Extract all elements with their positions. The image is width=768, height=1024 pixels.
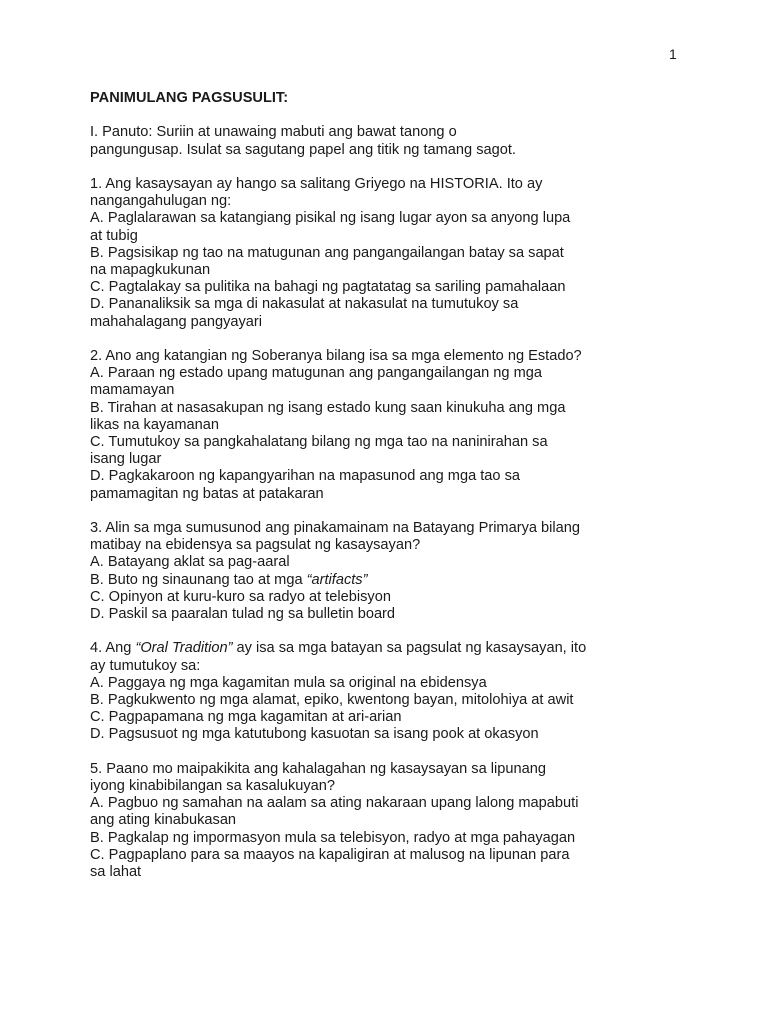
question-2 xyxy=(90,348,630,503)
question-stem: 3. Alin sa mga sumusunod ang pinakamainam na Batayang Primarya bilang xyxy=(90,520,580,537)
choice-c: C. Pagpaplano para sa maayos na kapaligiran at malusog na lipunan para xyxy=(90,846,570,863)
question-stem: nangangahulugan ng: xyxy=(90,193,232,210)
choice-a: ang ating kinabukasan xyxy=(90,812,237,829)
instructions-line: I. Panuto: Suriin at unawaing mabuti ang bawat tanong o xyxy=(90,124,457,141)
italic-term: “artifacts” xyxy=(306,571,368,588)
choice-c: C. Pagtalakay sa pulitika na bahagi ng pagtatatag sa sariling pamahalaan xyxy=(90,279,566,296)
choice-b: B. Buto ng sinaunang tao at mga “artifacts” xyxy=(90,571,368,588)
choice-c: C. Pagpapamana ng mga kagamitan at ari-arian xyxy=(90,709,402,726)
choice-b: B. Pagkalap ng impormasyon mula sa telebisyon, radyo at mga pahayagan xyxy=(90,829,576,846)
document-title: PANIMULANG PAGSUSULIT: xyxy=(90,90,289,106)
choice-a: at tubig xyxy=(90,227,138,244)
choice-a: A. Paggaya ng mga kagamitan mula sa original na ebidensya xyxy=(90,674,487,691)
question-5 xyxy=(90,761,630,881)
question-stem: 2. Ano ang katangian ng Soberanya bilang isa sa mga elemento ng Estado? xyxy=(90,348,582,364)
question-1 xyxy=(90,176,630,331)
choice-c: C. Opinyon at kuru-kuro sa radyo at telebisyon xyxy=(90,588,391,605)
choice-a: A. Paglalarawan sa katangiang pisikal ng isang lugar ayon sa anyong lupa xyxy=(90,210,571,227)
choice-d: mahahalagang pangyayari xyxy=(90,313,263,330)
choice-c: C. Tumutukoy sa pangkahalatang bilang ng mga tao na naninirahan sa xyxy=(90,434,548,451)
choice-c: sa lahat xyxy=(90,864,142,881)
italic-term: “Oral Tradition” xyxy=(135,640,233,657)
choice-b: likas na kayamanan xyxy=(90,416,219,433)
question-stem: 5. Paano mo maipakikita ang kahalagahan ng kasaysayan sa lipunang xyxy=(90,760,546,777)
page-number: 1 xyxy=(669,46,677,62)
question-stem: 4. Ang “Oral Tradition” ay isa sa mga batayan sa pagsulat ng kasaysayan, ito xyxy=(90,640,587,657)
question-stem: 1. Ang kasaysayan ay hango sa salitang Griyego na HISTORIA. Ito ay xyxy=(90,175,543,192)
instructions-line: pangungusap. Isulat sa sagutang papel ang titik ng tamang sagot. xyxy=(90,141,516,158)
question-stem: matibay na ebidensya sa pagsulat ng kasaysayan? xyxy=(90,537,421,554)
choice-a: A. Pagbuo ng samahan na aalam sa ating nakaraan upang lalong mapabuti xyxy=(90,795,579,812)
choice-d: D. Pagkakaroon ng kapangyarihan na mapasunod ang mga tao sa xyxy=(90,468,521,485)
choice-a: mamamayan xyxy=(90,382,175,399)
question-stem: ay tumutukoy sa: xyxy=(90,657,201,674)
choice-b: na mapagkukunan xyxy=(90,262,211,278)
question-stem: iyong kinabibilangan sa kasalukuyan? xyxy=(90,778,336,795)
choice-d: D. Pagsusuot ng mga katutubong kasuotan sa isang pook at okasyon xyxy=(90,726,539,743)
choice-a: A. Paraan ng estado upang matugunan ang pangangailangan ng mga xyxy=(90,365,542,382)
instructions xyxy=(90,124,630,158)
choice-b: B. Pagsisikap ng tao na matugunan ang pangangailangan batay sa sapat xyxy=(90,244,564,261)
question-3 xyxy=(90,520,630,623)
choice-c: isang lugar xyxy=(90,451,162,468)
choice-d: D. Pananaliksik sa mga di nakasulat at nakasulat na tumutukoy sa xyxy=(90,296,519,313)
choice-a: A. Batayang aklat sa pag-aaral xyxy=(90,554,290,571)
choice-b: B. Pagkukwento ng mga alamat, epiko, kwentong bayan, mitolohiya at awit xyxy=(90,692,574,709)
choice-d: pamamagitan ng batas at patakaran xyxy=(90,485,324,502)
document-body xyxy=(90,90,630,898)
choice-d: D. Paskil sa paaralan tulad ng sa bulletin board xyxy=(90,606,396,623)
choice-b: B. Tirahan at nasasakupan ng isang estado kung saan kinukuha ang mga xyxy=(90,399,566,416)
question-4 xyxy=(90,640,630,743)
